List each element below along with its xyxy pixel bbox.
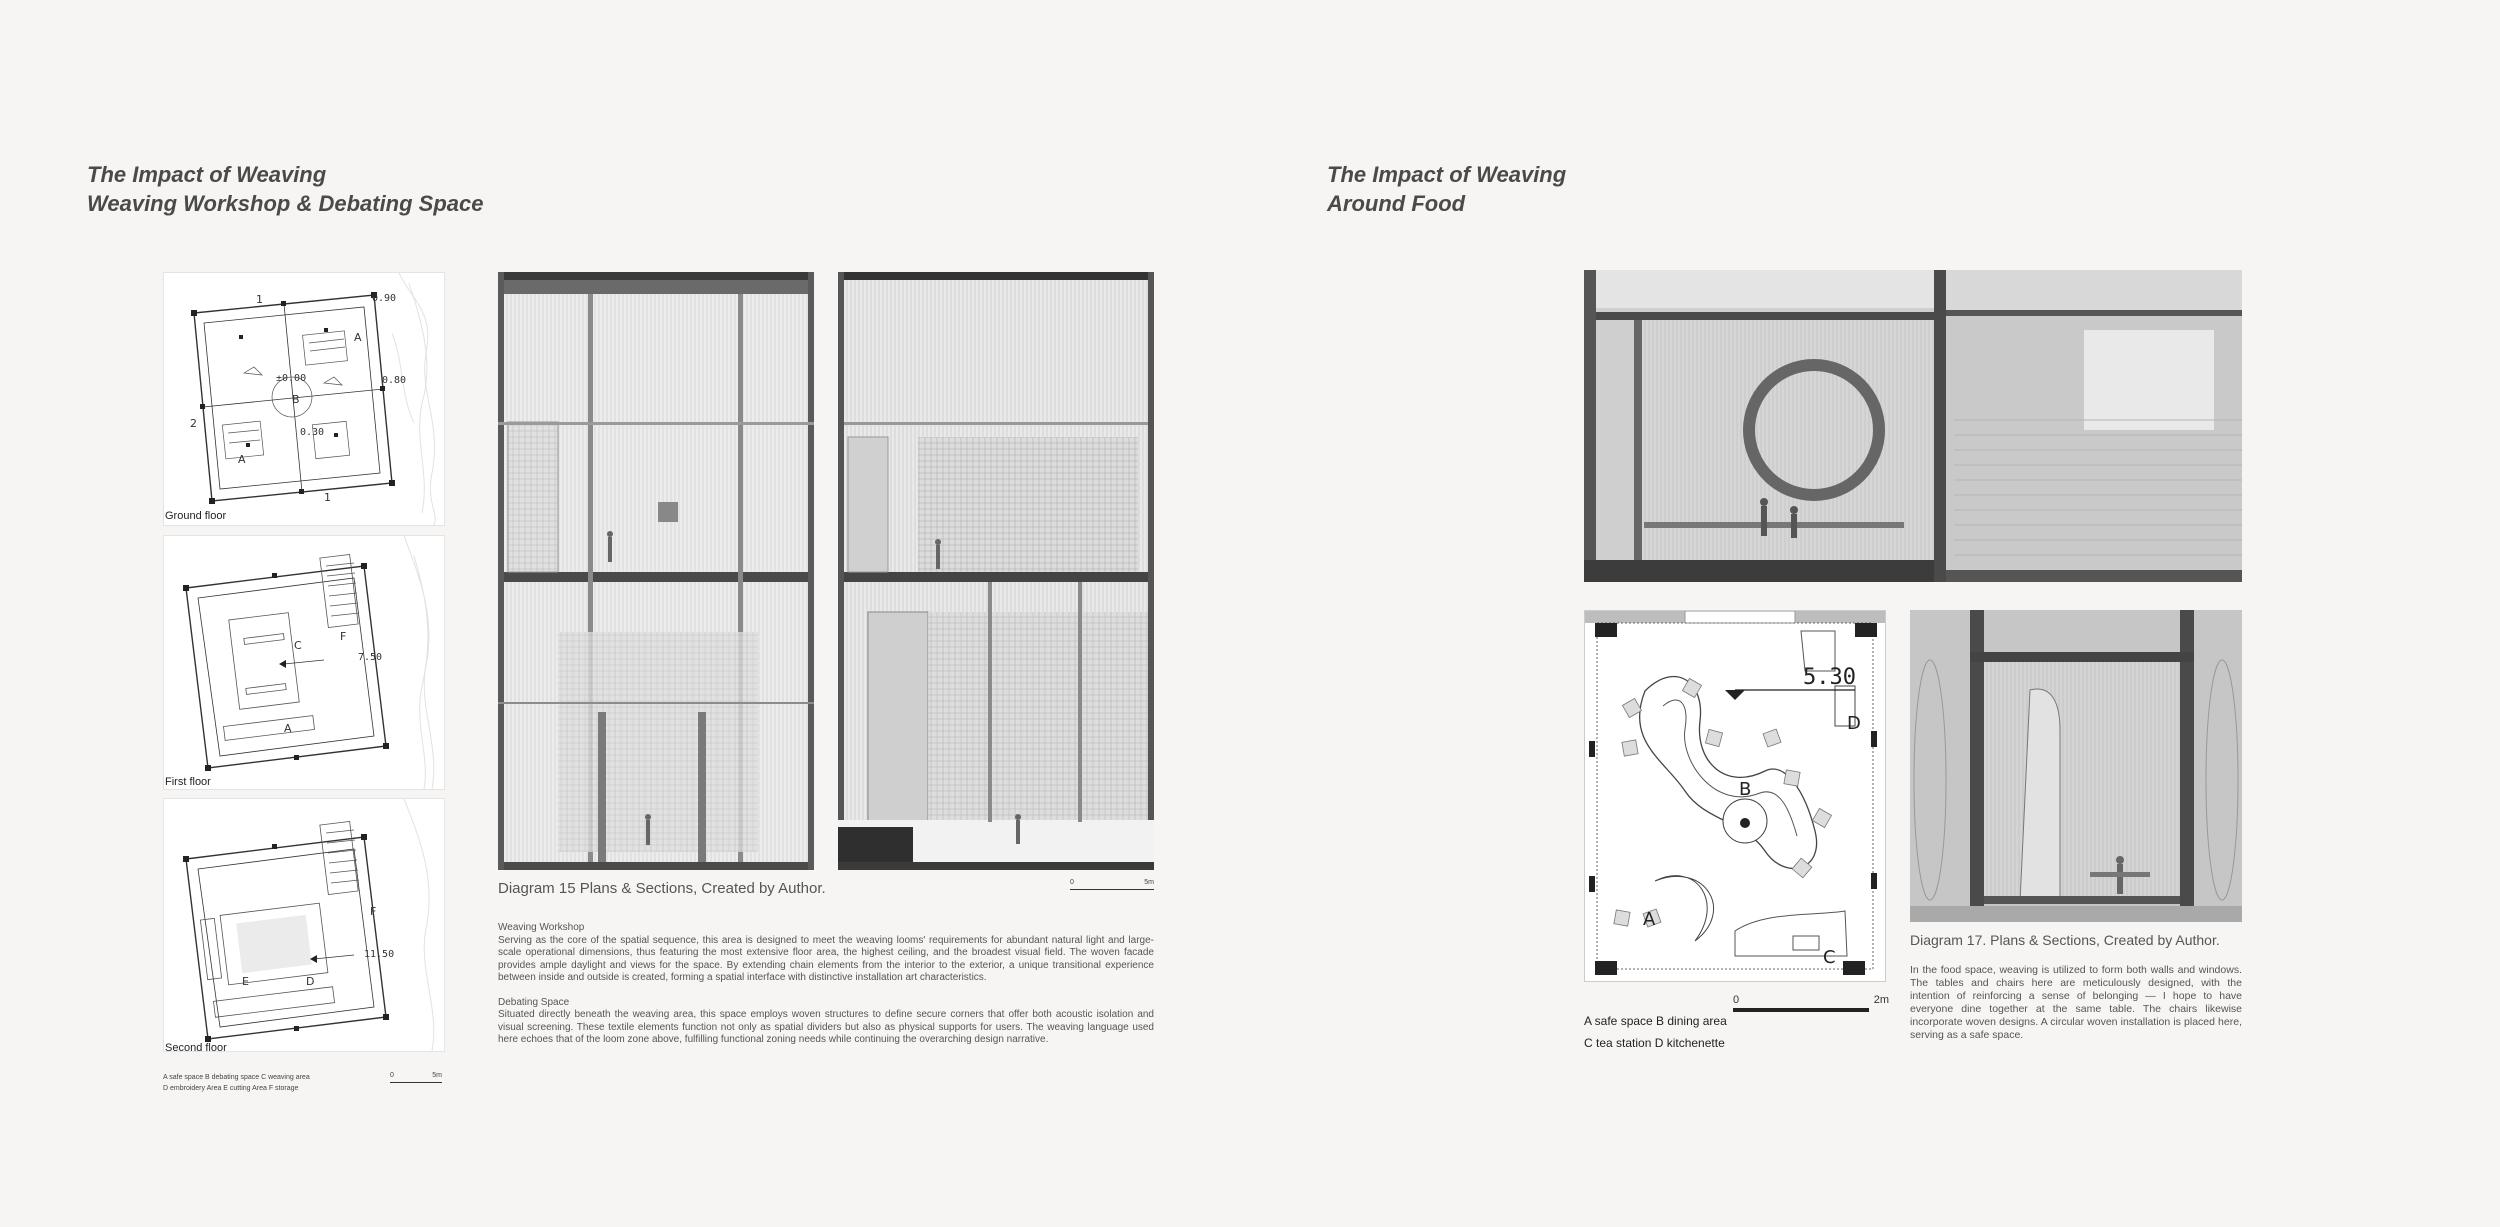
section-drawing-1 (498, 272, 814, 870)
ground-dim-3: 0.80 (382, 375, 407, 386)
second-letter-f: F (370, 905, 377, 918)
sections-scale-end: 5m (1144, 879, 1154, 886)
diagram-17-caption: Diagram 17. Plans & Sections, Created by Author. (1910, 932, 2220, 948)
first-dim: 7.50 (358, 652, 383, 663)
weaving-workshop-paragraph: Serving as the core of the spatial sequence, this area is designed to meet the weaving looms' requirements for abundant natural light and large-scale operational dimensions, thus featuring the most extensive floor area, the highest ceiling, and the broadest visual field. The woven facade provides ample daylight and views for the space. By extending chain elements from the interior to the exterior, a unique transitional experience between inside and outside is created, forming a spatial interface with distinctive installation art characteristics. (498, 934, 1154, 983)
food-plan-letter-c: C (1823, 947, 1836, 968)
ground-axis-3: 1 (324, 491, 331, 504)
ground-letter-b: B (292, 393, 300, 406)
food-plan-letter-d: D (1847, 713, 1861, 734)
food-plan-legend-line1: A safe space B dining area (1584, 1014, 1727, 1028)
plans-scale-bar (390, 1074, 442, 1086)
food-plan-scale-start: 0 (1733, 994, 1740, 1006)
ground-floor-plan (163, 272, 445, 526)
diagram-15-caption: Diagram 15 Plans & Sections, Created by Author. (498, 880, 826, 897)
plans-legend (163, 1072, 310, 1094)
second-floor-drawing (164, 799, 444, 1051)
food-space-render-top (1584, 270, 2242, 582)
ground-floor-drawing (164, 273, 444, 525)
food-space-paragraph: In the food space, weaving is utilized to form both walls and windows. The tables and chairs here are meticulously designed, with the intention of reinforcing a sense of belonging — I hope to have everyone dine together at the same table. The chairs likewise incorporate woven designs. A circular woven installation is placed here, serving as a safe space. (1910, 964, 2242, 1041)
ground-floor-label: Ground floor (165, 510, 227, 522)
ground-dim-1: 0.90 (372, 293, 397, 304)
first-letter-a: A (284, 722, 292, 735)
plans-scale-start: 0 (390, 1072, 394, 1079)
food-plan-legend (1584, 1010, 1727, 1054)
debating-space-heading: Debating Space (498, 996, 570, 1008)
second-floor-label: Second floor (165, 1042, 227, 1054)
food-plan-legend-line2: C tea station D kitchenette (1584, 1036, 1725, 1050)
ground-letter-a1: A (354, 331, 362, 344)
food-plan-scale-end: 2m (1873, 994, 1889, 1006)
plans-legend-line2: D embroidery Area E cutting Area F storage (163, 1085, 299, 1092)
ground-axis-1: 1 (256, 293, 263, 306)
right-title-line1: The Impact of Weaving (1327, 162, 1567, 187)
debating-space-paragraph: Situated directly beneath the weaving area, this space employs woven structures to define secure corners that offer both acoustic isolation and visual screening. These textile elements function not only as spatial dividers but also as physical supports for users. The weaving language used here echoes that of the loom zone above, fulfilling functional zoning needs while continuing the overarching design narrative. (498, 1009, 1154, 1045)
food-space-render-bottom (1910, 610, 2242, 922)
sections-scale-bar (1070, 880, 1154, 894)
right-page-title (1327, 160, 1566, 218)
first-letter-f: F (340, 630, 347, 643)
food-plan-letter-b: B (1739, 779, 1752, 800)
second-dim: 11.50 (364, 949, 395, 960)
food-plan-letter-a: A (1643, 909, 1656, 930)
left-description (498, 922, 1154, 1047)
left-title-line1: The Impact of Weaving (87, 162, 327, 187)
section-drawing-2 (838, 272, 1154, 870)
first-floor-plan (163, 535, 445, 790)
ground-dim-4: 0.30 (300, 427, 325, 438)
left-page-title (87, 160, 483, 218)
second-floor-plan (163, 798, 445, 1052)
ground-letter-a2: A (238, 453, 246, 466)
plans-scale-end: 5m (432, 1072, 442, 1079)
first-floor-drawing (164, 536, 444, 789)
food-space-plan (1584, 610, 1886, 982)
left-title-line2: Weaving Workshop & Debating Space (87, 191, 484, 216)
weaving-workshop-heading: Weaving Workshop (498, 922, 585, 933)
ground-dim-2: ±0.00 (276, 373, 307, 384)
first-floor-label: First floor (165, 776, 211, 788)
plans-legend-line1: A safe space B debating space C weaving area (163, 1074, 310, 1081)
right-title-line2: Around Food (1327, 191, 1466, 216)
ground-axis-2: 2 (190, 417, 197, 430)
food-plan-level: 5.30 (1803, 665, 1856, 690)
second-letter-e: E (242, 975, 249, 988)
second-letter-d: D (306, 975, 315, 988)
food-plan-scale-bar (1733, 994, 1889, 1012)
first-letter-c: C (294, 639, 302, 652)
sections-scale-start: 0 (1070, 879, 1074, 886)
